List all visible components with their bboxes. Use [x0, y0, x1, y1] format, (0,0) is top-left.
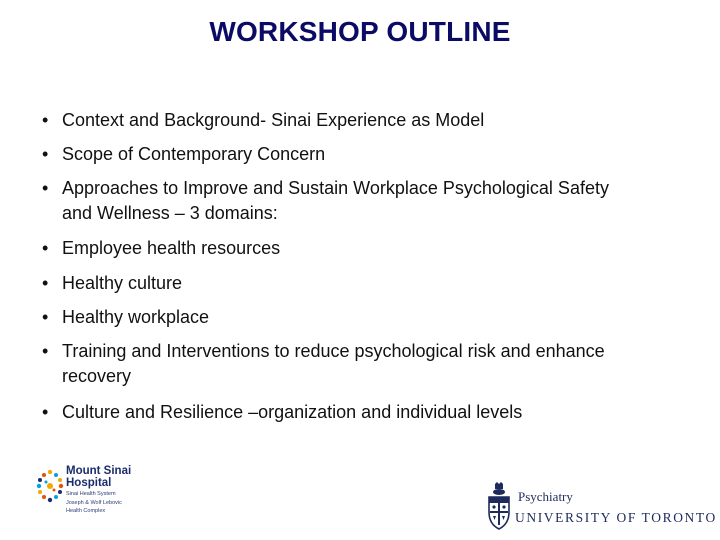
bullet-item — [42, 339, 682, 389]
mount-sinai-sub-line1: Sinai Health System — [66, 491, 116, 497]
mount-sinai-wordmark — [66, 465, 176, 515]
university-of-toronto-logo — [484, 482, 720, 536]
uoft-wordmark: UNIVERSITY OF TORONTO — [515, 510, 717, 525]
bullet-text: Culture and Resilience –organization and individual levels — [62, 402, 523, 422]
bullet-marker: • — [42, 402, 49, 422]
bullet-text: Healthy culture — [62, 273, 183, 293]
bullet-item — [42, 400, 682, 425]
bullet-item — [42, 236, 682, 261]
mount-sinai-dots-icon — [36, 469, 64, 503]
bullet-text: Healthy workplace — [62, 307, 210, 327]
bullet-marker: • — [42, 341, 49, 361]
mount-sinai-name-line2: Hospital — [66, 477, 112, 489]
bullet-text-continued: recovery — [62, 366, 132, 386]
mount-sinai-logo — [36, 465, 176, 525]
uoft-department: Psychiatry — [518, 489, 573, 504]
bullet-text: Employee health resources — [62, 238, 281, 258]
bullet-item — [42, 108, 682, 133]
bullet-item — [42, 271, 682, 296]
bullet-marker: • — [42, 273, 49, 293]
mount-sinai-sub-line2: Joseph & Wolf Lebovic — [66, 499, 122, 506]
mount-sinai-sub-line3: Health Complex — [66, 508, 106, 514]
slide-title: WORKSHOP OUTLINE — [209, 16, 511, 47]
bullet-text: Approaches to Improve and Sustain Workplace Psychological Safety — [62, 178, 609, 198]
bullet-marker: • — [42, 307, 49, 327]
bullet-text-continued: and Wellness – 3 domains: — [62, 203, 278, 223]
bullet-text: Training and Interventions to reduce psychological risk and enhance — [62, 341, 605, 361]
bullet-text: Scope of Contemporary Concern — [62, 144, 326, 164]
bullet-item — [42, 142, 682, 167]
uoft-crest-icon — [486, 482, 512, 530]
bullet-marker: • — [42, 110, 49, 130]
mount-sinai-name-line1: Mount Sinai — [66, 465, 132, 477]
bullet-marker: • — [42, 238, 49, 258]
bullet-item — [42, 176, 682, 226]
bullet-text: Context and Background- Sinai Experience as Model — [62, 110, 485, 130]
bullet-marker: • — [42, 178, 49, 198]
bullet-marker: • — [42, 144, 49, 164]
bullet-item — [42, 305, 682, 330]
